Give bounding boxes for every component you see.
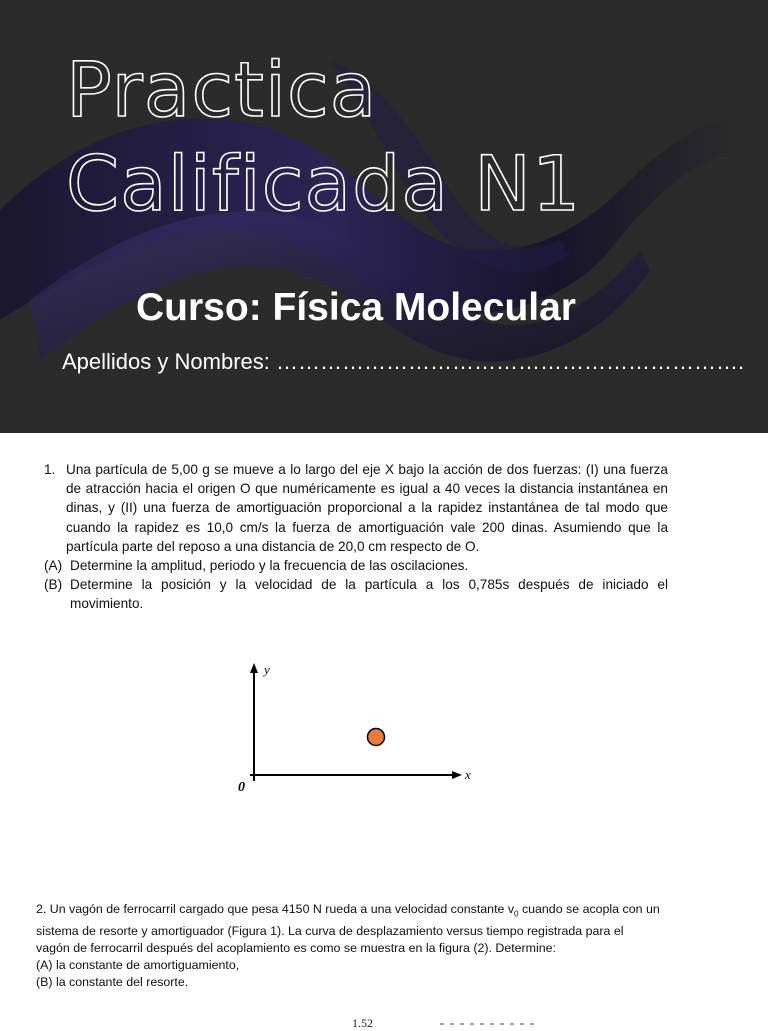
part-label: (A) [44,558,63,574]
document-body [0,433,768,1030]
velocity-subscript: 0 [514,909,519,919]
question-number: 1. [44,462,56,477]
origin-label: 0 [238,780,245,795]
question-1 [44,460,668,614]
x-axis-arrow [452,771,462,779]
figure-2-tick-label: 1.52 [352,1016,373,1030]
course-title: Curso: Física Molecular [136,286,576,329]
question-2-part-b: (B) la constante del resorte. [36,975,189,990]
title-line-2: Calificada N1 [66,139,582,228]
coordinate-diagram [230,659,480,799]
question-2 [36,901,660,991]
particle [368,729,385,746]
question-2-part-a: (A) la constante de amortiguamiento, [36,958,240,973]
question-part-b [44,575,668,613]
y-axis-arrow [250,663,258,673]
y-axis-label: y [264,662,270,677]
part-label: (B) [44,577,63,593]
x-axis-label: x [465,767,471,782]
figure-2-partial [440,1023,540,1025]
question-2-text: 2. Un vagón de ferrocarril cargado que pesa 4150 N rueda a una velocidad constante $v_0$ cuando se acopla con un sistema de resorte y amortiguador (Figura 1). La curva de desplazamiento versus tiempo registrada para el vagón de ferrocarril después del acoplamiento es como se muestra en la figura (2). Determine: [36,902,660,955]
part-text: Determine la posición y la velocidad de la partícula a los 0,785s después de iniciado el movimiento. [70,577,668,612]
part-text: Determine la amplitud, periodo y la frecuencia de las oscilaciones. [70,558,469,574]
question-text: Una partícula de 5,00 g se mueve a lo largo del eje X bajo la acción de dos fuerzas: (I) una fuerza de atracción hacia el origen O que numéricamente es igual a 40 veces la distancia instantánea en dinas, y (II) una fuerza de amortiguación proporcional a la rapidez instantánea de tal modo que cuando la rapidez es 10,0 cm/s la fuerza de amortiguación vale 200 dinas. Asumiendo que la partícula parte del reposo a una distancia de 20,0 cm respecto de O. [66,462,668,554]
question-part-a [44,556,668,575]
title-banner [0,0,768,433]
title-line-1: Practica [66,45,378,134]
name-field-label: Apellidos y Nombres: ………………………………………………………. [62,349,745,374]
